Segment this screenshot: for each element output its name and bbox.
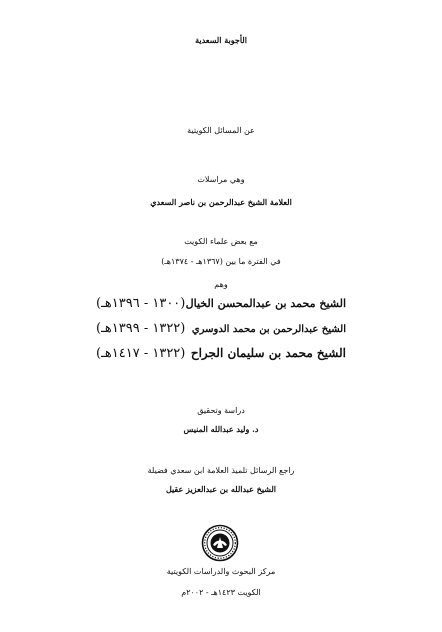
city-year: الكويت ١٤٢٣هـ - ٢٠٠٢م <box>181 588 261 597</box>
publisher-seal-icon <box>201 524 239 562</box>
list-item <box>96 321 346 346</box>
reviewer-name: الشيخ عبدالله بن عبدالعزيز عقيل <box>165 484 277 494</box>
publisher-name: مركز البحوث والدراسات الكويتية <box>166 567 276 576</box>
scholar-dates: (١٣٢٢ - ١٣٩٩هـ) <box>96 321 186 336</box>
editor-name: د. وليد عبدالله المنيس <box>183 424 259 434</box>
with-line: مع بعض علماء الكويت <box>184 237 258 246</box>
book-title: الأجوبة السعدية <box>195 35 247 45</box>
list-item <box>96 296 346 321</box>
scholar-name: الشيخ محمد بن عبدالمحسن الخيال <box>185 297 346 310</box>
scholars-list <box>96 296 346 371</box>
list-item <box>96 346 346 371</box>
study-label: دراسة وتحقيق <box>197 406 245 415</box>
and-line: وهم <box>214 280 228 289</box>
author-name: العلامة الشيخ عبدالرحمن بن ناصر السعدي <box>150 197 292 207</box>
book-subtitle: عن المسائل الكويتية <box>187 126 255 135</box>
scholar-dates: (١٣٠٠ - ١٣٩٦هـ) <box>96 296 186 311</box>
period-line: في الفترة ما بين (١٣٦٧هـ - ١٣٧٤هـ) <box>161 257 281 266</box>
review-label: راجع الرسائل تلميذ العلامة ابن سعدي فضيلة <box>147 466 295 475</box>
scholar-name: الشيخ محمد بن سليمان الجراح <box>190 346 346 360</box>
scholar-name: الشيخ عبدالرحمن بن محمد الدوسري <box>191 324 346 335</box>
series-note: وهي مراسلات <box>197 175 245 184</box>
scholar-dates: (١٣٢٢ - ١٤١٧هـ) <box>96 346 186 361</box>
